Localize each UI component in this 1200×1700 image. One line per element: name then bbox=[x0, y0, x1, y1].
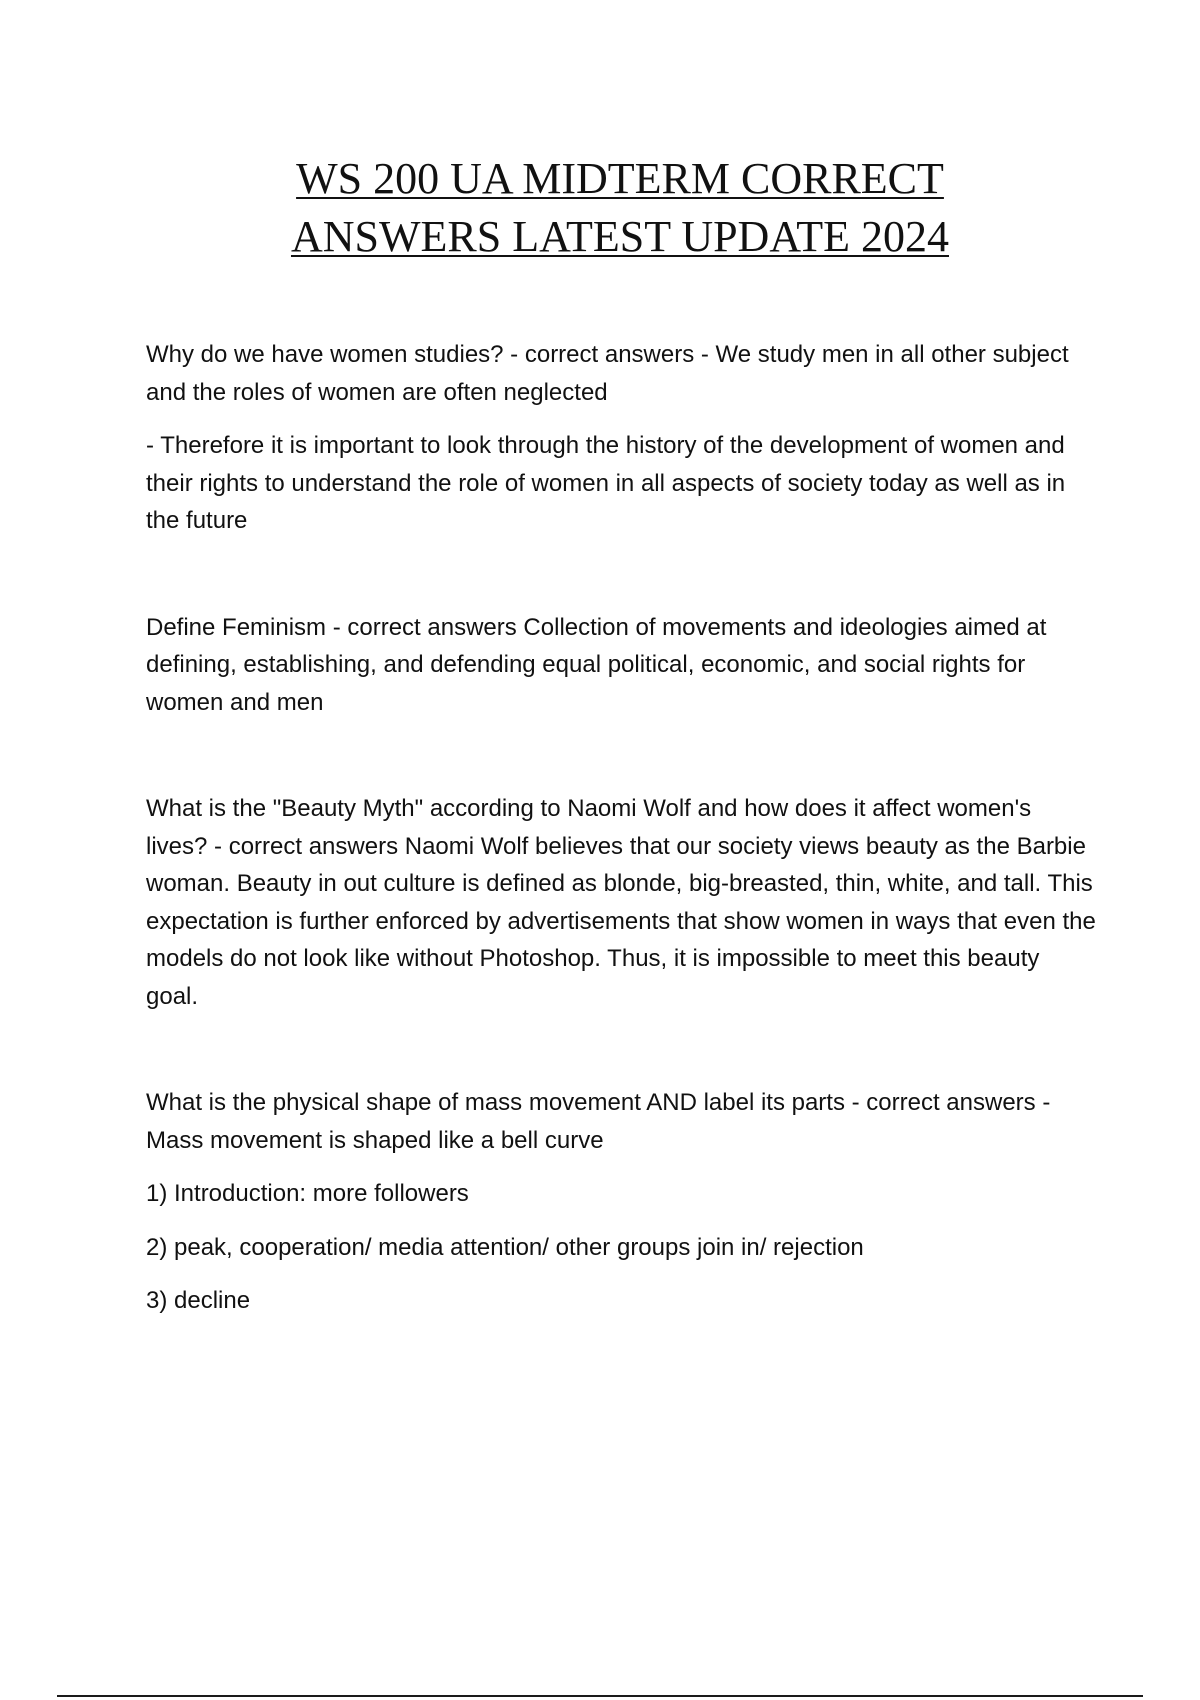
document-title bbox=[180, 150, 1060, 266]
list-item: 2) peak, cooperation/ media attention/ other groups join in/ rejection bbox=[146, 1233, 864, 1261]
qa-mass-movement: What is the physical shape of mass movement AND label its parts - correct answers -Mass movement is shaped like a bell curve bbox=[146, 1089, 1051, 1154]
qa-define-feminism: Define Feminism - correct answers Collection of movements and ideologies aimed at defining, establishing, and defending equal political, economic, and social rights for women and men bbox=[146, 613, 1047, 716]
document-body bbox=[146, 336, 1096, 1320]
qa-women-studies-question: Why do we have women studies? - correct answers - We study men in all other subject and the roles of women are often neglected bbox=[146, 341, 1069, 406]
qa-women-studies-continuation: - Therefore it is important to look through the history of the development of women and their rights to understand the role of women in all aspects of society today as well as in the future bbox=[146, 432, 1066, 534]
list-item: 3) decline bbox=[146, 1287, 251, 1314]
title-line-1: WS 200 UA MIDTERM CORRECT bbox=[296, 154, 944, 203]
footer-divider bbox=[57, 1695, 1143, 1697]
list-item: 1) Introduction: more followers bbox=[146, 1180, 469, 1207]
qa-beauty-myth: What is the "Beauty Myth" according to Naomi Wolf and how does it affect women's lives? - correct answers Naomi Wolf believes that our society views beauty as the Barbie woman. Beauty in out culture is defined as blonde, big-breasted, thin, white, and tall. This expectation is further enforced by advertisements that show women in ways that even the models do not look like without Photoshop. Thus, it is impossible to meet this beauty goal. bbox=[146, 795, 1096, 1010]
title-line-2: ANSWERS LATEST UPDATE 2024 bbox=[290, 212, 949, 261]
